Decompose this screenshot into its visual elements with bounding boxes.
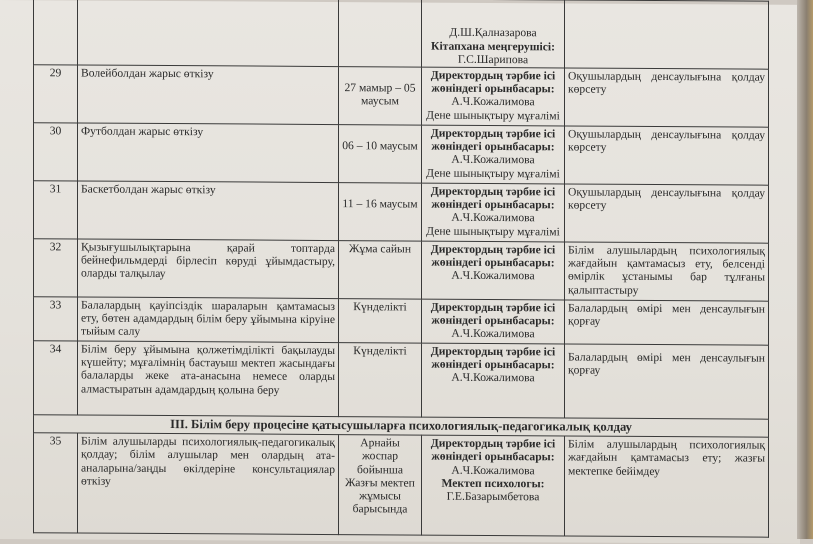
page-edge-background: [797, 0, 813, 539]
responsible-role: Директордың тәрбие ісі жөніндегі орынбасары:: [430, 344, 556, 372]
date-cell: Арнайы жоспар бойынша Жазғы мектеп жұмысы барысында: [339, 435, 422, 536]
responsible-role: Директордың тәрбие ісі жөніндегі орынбасары:: [430, 184, 556, 212]
table-row: [34, 123, 769, 185]
row-number: 35: [34, 433, 78, 533]
responsible-cell: [422, 0, 565, 68]
row-number: 31: [34, 181, 78, 239]
row-number: 30: [34, 123, 78, 181]
table-row: [34, 297, 769, 345]
responsible-role: Кітапхана меңгерушісі:: [431, 39, 555, 53]
responsible-person: А.Ч.Кожалимова: [451, 95, 535, 109]
expected-result: Оқушылардың денсаулығына қолдау көрсету: [565, 68, 769, 127]
row-number: 33: [34, 297, 78, 341]
responsible-role: Директордың тәрбие ісі жөніндегі орынбасары:: [430, 126, 556, 154]
date-cell: Күнделікті: [339, 343, 422, 418]
date-cell: [339, 0, 422, 67]
table-row: [34, 239, 769, 301]
activity-description: Білім беру ұйымына қолжетімділікті бақылауды күшейту; мұғалімнің бастауыш мектеп жасындағы балаларды жеке ата-анасына немесе оларды алмастыратын адамдардың қолына беру: [78, 341, 339, 417]
responsible-person: Г.Е.Базарымбетова: [446, 489, 540, 504]
activity-description: Футболдан жарыс өткізу: [78, 123, 339, 183]
activity-description: Баскетболдан жарыс өткізу: [78, 181, 339, 241]
activity-description: Волейболдан жарыс өткізу: [78, 65, 339, 125]
responsible-extra: Дене шынықтыру мұғалімі: [426, 108, 560, 123]
responsible-role: Мектеп психологы:: [441, 476, 545, 491]
responsible-person: А.Ч.Кожалимова: [451, 211, 535, 225]
date-cell: 06 – 10 маусым: [339, 125, 422, 184]
responsible-person: А.Ч.Кожалимова: [451, 269, 535, 283]
date-cell: 11 – 16 маусым: [339, 183, 422, 242]
result-cell: [565, 0, 769, 69]
table-row: [34, 341, 769, 419]
table-row: [34, 433, 769, 537]
table-row: [34, 0, 769, 69]
responsible-cell: [422, 435, 565, 536]
responsible-person: А.Ч.Кожалимова: [451, 463, 535, 477]
responsible-cell: [422, 299, 565, 344]
table-row: [34, 181, 769, 243]
section-title: ІІІ. Білім беру процесіне қатысушыларға психологиялық-педагогикалық қолдау: [34, 415, 769, 438]
table-row: [34, 65, 769, 127]
responsible-cell: [422, 125, 565, 184]
activity-description: Білім алушыларды психологиялық-педагогикалық қолдау; білім алушылар мен олардың ата-аналарына/заңды өкілдеріне консультациялар өткізу: [78, 433, 339, 535]
expected-result: Балалардың өмірі мен денсаулығын қорғау: [565, 344, 769, 419]
expected-result: Балалардың өмірі мен денсаулығын қорғау: [565, 300, 769, 345]
row-number: 29: [34, 65, 78, 123]
responsible-person: Д.Ш.Қалназарова: [449, 26, 537, 40]
responsible-extra: Дене шынықтыру мұғалімі: [426, 224, 560, 239]
responsible-cell: [422, 241, 565, 300]
row-number: 34: [34, 341, 78, 415]
responsible-person: А.Ч.Кожалимова: [451, 371, 535, 385]
responsible-person: А.Ч.Кожалимова: [451, 327, 535, 341]
row-number: [34, 0, 78, 65]
activity-cell: [78, 0, 339, 67]
expected-result: Білім алушылардың психологиялық жағдайын қамтамасыз ету; жазғы мектепке бейімдеу: [565, 436, 769, 537]
responsible-role: Директордың тәрбие ісі жөніндегі орынбасары:: [430, 68, 556, 96]
expected-result: Білім алушылардың психологиялық жағдайын қамтамасыз ету, белсенді өмірлік ұстанымы бар тұлғаны қалыптастыру: [565, 242, 769, 301]
responsible-role: Директордың тәрбие ісі жөніндегі орынбасары:: [430, 436, 556, 464]
responsible-cell: [422, 67, 565, 126]
responsible-person: А.Ч.Кожалимова: [451, 153, 535, 167]
activity-description: Балалардың қауіпсіздік шараларын қамтамасыз ету, бөтен адамдардың білім беру ұйымына кіруіне тыйым салу: [78, 297, 339, 343]
responsible-cell: [422, 183, 565, 242]
responsible-cell: [422, 343, 565, 418]
responsible-role: Директордың тәрбие ісі жөніндегі орынбасары:: [430, 300, 556, 328]
date-cell: Жұма сайын: [339, 241, 422, 300]
date-cell: 27 мамыр – 05 маусым: [339, 67, 422, 126]
activity-plan-table: [33, 0, 769, 538]
responsible-role: Директордың тәрбие ісі жөніндегі орынбасары:: [430, 242, 556, 270]
expected-result: Оқушылардың денсаулығына қолдау көрсету: [565, 184, 769, 243]
date-cell: Күнделікті: [339, 299, 422, 344]
responsible-person: Г.С.Шарипова: [457, 52, 529, 67]
responsible-extra: Дене шынықтыру мұғалімі: [426, 166, 560, 181]
expected-result: Оқушылардың денсаулығына қолдау көрсету: [565, 126, 769, 185]
row-number: 32: [34, 239, 78, 297]
activity-description: Қызығушылықтарына қарай топтарда бейнефильмдерді бірлесіп көруді ұйымдастыру, оларды талқылау: [78, 239, 339, 299]
